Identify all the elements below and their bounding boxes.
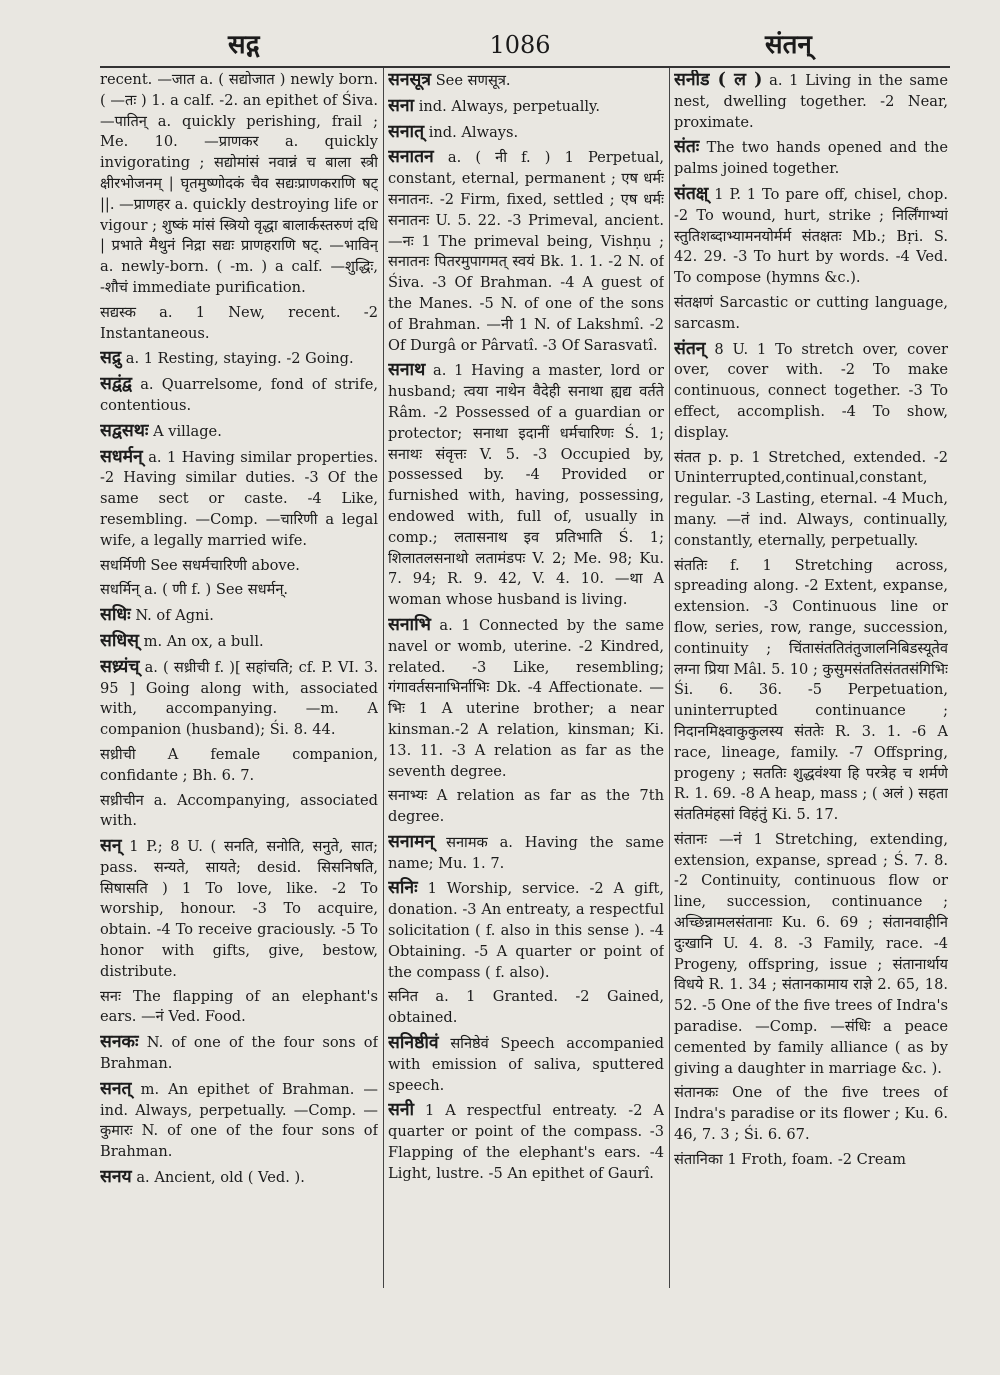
entry-definition: सनित a. 1 Granted. -2 Gained, obtained. — [388, 988, 664, 1027]
entry-definition: संतक्षणं Sarcastic or cutting language, sarcasm. — [674, 293, 948, 332]
entry-definition: सद्यस्क a. 1 New, recent. -2 Instantaneous. — [100, 303, 378, 342]
column-divider-1 — [383, 68, 384, 1288]
headword: सन् — [100, 836, 122, 857]
entry-definition: सधर्मिणी See सधर्मचारिणी above. — [100, 556, 300, 574]
dictionary-entry — [674, 830, 948, 1080]
entry-definition: सध्रीची A female companion, confidante ; Bh. 6. 7. — [100, 745, 378, 784]
dictionary-entry — [100, 374, 378, 417]
entry-definition: a. ( नी f. ) 1 Perpetual, constant, eternal, permanent ; एष धर्मः सनातनः. -2 Firm, fixed, settled ; एष धर्मः सनातनः U. 5. 22. -3 Primeval, ancient. —नः 1 The primeval being, Vishṇu ; सनातनः पितरमुपागमत् स्वयं Bk. 1. 1. -2 N. of Śiva. -3 Of Brahman. -4 A guest of the Manes. -5 N. of one of the sons of Brahman. —नी 1 N. of Lakshmî. -2 Of Durgâ or Pârvatî. -3 Of Sarasvatî. — [388, 149, 664, 354]
headword: सनिष्ठीवं — [388, 1033, 439, 1054]
dictionary-entry — [100, 348, 378, 370]
entry-definition: संतत p. p. 1 Stretched, extended. -2 Uninterrupted,continual,constant, regular. -3 Lasting, eternal. -4 Much, many. —तं ind. Always, continually, constantly, eternally, perpetually. — [674, 448, 948, 549]
dictionary-entry — [100, 605, 378, 627]
entry-definition: सनः The flapping of an elephant's ears. —नं Ved. Food. — [100, 987, 378, 1026]
header-left-guide-word: सद्ग — [228, 30, 260, 60]
entry-definition: संतानकः One of the five trees of Indra's paradise or its flower ; Ku. 6. 46, 7. 3 ; Śi. 6. 67. — [674, 1084, 948, 1144]
entry-definition: 1 P. 1 To pare off, chisel, chop. -2 To wound, hurt, strike ; निर्लिंगाभ्यां स्तुतिशब्दाभ्यामनयोर्मर्म संतक्षतः Mb.; Bṛi. S. 42. 29. -3 To hurt by words. -4 Ved. To compose (hymns &c.). — [674, 185, 948, 287]
entry-definition: 1 Worship, service. -2 A gift, donation. -3 An entreaty, a respectful solicitation ( f. also in this sense ). -4 Obtaining. -5 A quarter or point of the compass ( f. also). — [388, 880, 664, 981]
entry-definition: The two hands opened and the palms joined together. — [674, 139, 948, 178]
dictionary-entry — [100, 1167, 378, 1189]
headword: सना — [388, 95, 415, 116]
entry-definition: ind. Always, perpetually. — [418, 97, 600, 115]
headword: सनिः — [388, 878, 418, 899]
dictionary-entry — [100, 745, 378, 787]
entry-definition: recent. —जात a. ( सद्योजात ) newly born. ( —तः ) 1. a calf. -2. an epithet of Śiva. —पातिन् a. quickly perishing, frail ; Me. 10. —प्राणकर a. quickly invigorating ; सद्योमांसं नवान्नं च बाला स्त्री क्षीरभोजनम् | घृतमुष्णोदकं चैव सद्यःप्राणकराणि षट् ||. —प्राणहर a. quickly destroying life or vigour ; शुष्कं मांसं स्त्रियो वृद्धा बालार्कस्तरुणं दधि | प्रभाते मैथुनं निद्रा सद्यः प्राणहराणि षट्. —भाविन् a. newly-born. ( -m. ) a calf. —शुद्धिः, -शौचं immediate purification. — [100, 71, 378, 296]
entry-definition: m. An epithet of Brahman. —ind. Always, perpetually. —Comp. —कुमारः N. of one of the four sons of Brahman. — [100, 1080, 378, 1161]
dictionary-entry — [674, 293, 948, 335]
headword: सधिस् — [100, 630, 139, 651]
entry-definition: सधर्मिन् a. ( णी f. ) See सधर्मन्. — [100, 581, 289, 599]
entry-definition: a. 1 Having a master, lord or husband; त्वया नाथेन वैदेही सनाथा ह्यद्य वर्तते Râm. -2 Possessed of a guardian or protector; सनाथा इदानीं धर्मचारिणः Ś. 1; सनाथः संवृत्तः V. 5. -3 Occupied by, possessed by. -4 Provided or furnished with, having, possessing, endowed with, full of, usually in comp.; लतासनाथ इव प्रतिभाति Ś. 1; शिलातलसनाथो लतामंडपः V. 2; Me. 98; Ku. 7. 94; R. 9. 42, V. 4. 10. —था A woman whose husband is living. — [388, 362, 664, 609]
header-right-guide-word: संतन् — [765, 30, 812, 60]
entry-definition: See सणसूत्र. — [435, 72, 511, 89]
dictionary-entry — [100, 791, 378, 833]
entry-definition: N. of Agni. — [135, 607, 214, 625]
column-3 — [674, 70, 948, 1298]
headword: सनाथ — [388, 360, 426, 381]
column-1 — [100, 70, 378, 1298]
headword: सनाभि — [388, 614, 431, 635]
dictionary-entry — [674, 556, 948, 826]
dictionary-entry — [388, 615, 664, 782]
dictionary-entry — [100, 1079, 378, 1163]
entry-definition: सनिष्ठेवं Speech accompanied with emission of saliva, sputtered speech. — [388, 1035, 664, 1094]
headword: सनातन — [388, 147, 434, 168]
dictionary-entry — [388, 786, 664, 828]
page-number: 1086 — [489, 31, 551, 59]
headword: सनय — [100, 1167, 132, 1188]
entry-definition: m. An ox, a bull. — [143, 632, 264, 650]
dictionary-entry — [388, 360, 664, 611]
entry-definition: a. 1 Living in the same nest, dwelling together. -2 Near, proximate. — [674, 72, 948, 131]
headword: सनकः — [100, 1032, 139, 1053]
entry-definition: N. of one of the four sons of Brahman. — [100, 1034, 378, 1073]
dictionary-entry — [100, 580, 378, 601]
entry-definition: a. Quarrelsome, fond of strife, contentious. — [100, 376, 378, 414]
dictionary-entry — [388, 832, 664, 875]
dictionary-entry — [100, 987, 378, 1029]
headword: सधिः — [100, 605, 131, 626]
dictionary-entry — [100, 836, 378, 983]
entry-definition: 8 U. 1 To stretch over, cover over, cover with. -2 To make continuous, connect together. -3 To effect, accomplish. -4 To show, display. — [674, 340, 948, 441]
entry-definition: संतानिका 1 Froth, foam. -2 Cream — [674, 1150, 907, 1168]
headword: सनात् — [388, 121, 425, 142]
entry-definition: ind. Always. — [428, 123, 519, 141]
dictionary-entry — [100, 556, 378, 577]
headword: सनसूत्र — [388, 70, 432, 90]
dictionary-entry — [100, 447, 378, 552]
entry-definition: 1 P.; 8 U. ( सनति, सनोति, सनुते, सात; pass. सन्यते, सायते; desid. सिसनिषति, सिषासति ) 1 To love, like. -2 To worship, honour. -3 To acquire, obtain. -4 To receive graciously. -5 To honor with gifts, give, bestow, distribute. — [100, 838, 378, 980]
column-2 — [388, 70, 664, 1298]
headword: सनत् — [100, 1078, 132, 1099]
entry-definition: A village. — [153, 422, 222, 440]
headword: सनामन् — [388, 831, 435, 852]
dictionary-entry — [388, 96, 664, 118]
dictionary-entry — [100, 70, 378, 299]
dictionary-entry — [388, 122, 664, 144]
headword: संतक्ष् — [674, 183, 709, 204]
dictionary-entry — [100, 303, 378, 345]
entry-definition: संतानः —नं 1 Stretching, extending, extension, expanse, spread ; Ś. 7. 8. -2 Continuity, continuous flow or line, succession, continuance ; अच्छिन्नामलसंतानाः Ku. 6. 69 ; संतानवाहीनि दुःखानि U. 4. 8. -3 Family, race. -4 Progeny, offspring, issue ; संतानार्थाय विधये R. 1. 34 ; संतानकामाय राज्ञे 2. 65, 18. 52. -5 One of the five trees of Indra's paradise. —Comp. —संधिः a peace cemented by family alliance ( as by giving a daughter in marriage &c. ). — [674, 830, 948, 1077]
dictionary-entry — [388, 1100, 664, 1184]
entry-definition: सनामक a. Having the same name; Mu. 1. 7. — [388, 833, 664, 872]
dictionary-entry — [674, 1083, 948, 1145]
dictionary-entry — [100, 421, 378, 443]
entry-definition: a. 1 Resting, staying. -2 Going. — [125, 350, 354, 368]
column-divider-2 — [669, 68, 670, 1288]
dictionary-entry — [100, 631, 378, 653]
entry-definition: संततिः f. 1 Stretching across, spreading along. -2 Extent, expanse, extension. -3 Continuous line or flow, series, row, range, succession, continuity ; चिंतासंततितंतुजालनिबिडस्यूतेव लग्ना प्रिया Mâl. 5. 10 ; कुसुमसंततिसंततसंगिभिः Śi. 6. 36. -5 Perpetuation, uninterrupted continuance ; निदानमिक्ष्वाकुकुलस्य संततेः R. 3. 1. -6 A race, lineage, family. -7 Offspring, progeny ; सततिः शुद्धवंश्या हि परत्रेह च शर्मणे R. 1. 69. -8 A heap, mass ; ( अलं ) सहता संततिमंहसां विहंतुं Ki. 5. 17. — [674, 556, 948, 824]
dictionary-entry — [674, 1150, 948, 1171]
dictionary-entry — [388, 987, 664, 1029]
dictionary-entry — [388, 878, 664, 983]
entry-definition: 1 A respectful entreaty. -2 A quarter or point of the compass. -3 Flapping of the elephant's ears. -4 Light, lustre. -5 An epithet of Gaurî. — [388, 1102, 664, 1182]
dictionary-entry — [100, 657, 378, 741]
entry-definition: a. 1 Having similar properties. -2 Having similar duties. -3 Of the same sect or caste. -4 Like, resembling. —Comp. —चारिणी a legal wife, a legally married wife. — [100, 448, 378, 549]
headword: सद्रु — [100, 348, 122, 369]
dictionary-entry — [674, 339, 948, 444]
dictionary-entry — [674, 70, 948, 133]
dictionary-entry — [100, 1032, 378, 1075]
headword: संतन् — [674, 338, 706, 359]
dictionary-entry — [674, 137, 948, 180]
entry-definition: a. ( सध्रीची f. )[ सहांचति; cf. P. VI. 3. 95 ] Going along with, associated with, accompanying. —m. A companion (husband); Śi. 8. 44. — [100, 658, 378, 739]
dictionary-entry — [388, 70, 664, 92]
entry-definition: सध्रीचीन a. Accompanying, associated with. — [100, 791, 378, 830]
entry-definition: a. 1 Connected by the same navel or womb, uterine. -2 Kindred, related. -3 Like, resembling; गंगावर्तसनाभिर्नाभिः Dk. -4 Affectionate. —भिः 1 A uterine brother; a near kinsman.-2 A relation, kinsman; Ki. 13. 11. -3 A relation as far as the seventh degree. — [388, 616, 664, 780]
dictionary-entry — [674, 184, 948, 289]
headword: संतः — [674, 137, 700, 158]
entry-definition: a. Ancient, old ( Ved. ). — [136, 1169, 305, 1187]
dictionary-entry — [674, 448, 948, 552]
headword: सद्वसथः — [100, 420, 149, 441]
headword: सनी — [388, 1100, 415, 1121]
headword: सध्र्यंच् — [100, 656, 140, 677]
dictionary-entry — [388, 1033, 664, 1096]
header-rule — [100, 66, 950, 68]
entry-definition: सनाभ्यः A relation as far as the 7th degree. — [388, 787, 664, 826]
dictionary-entry — [388, 147, 664, 356]
headword: सद्वंद्व — [100, 374, 132, 395]
headword: सधर्मन् — [100, 446, 143, 467]
headword: सनीड ( ल ) — [674, 70, 763, 90]
